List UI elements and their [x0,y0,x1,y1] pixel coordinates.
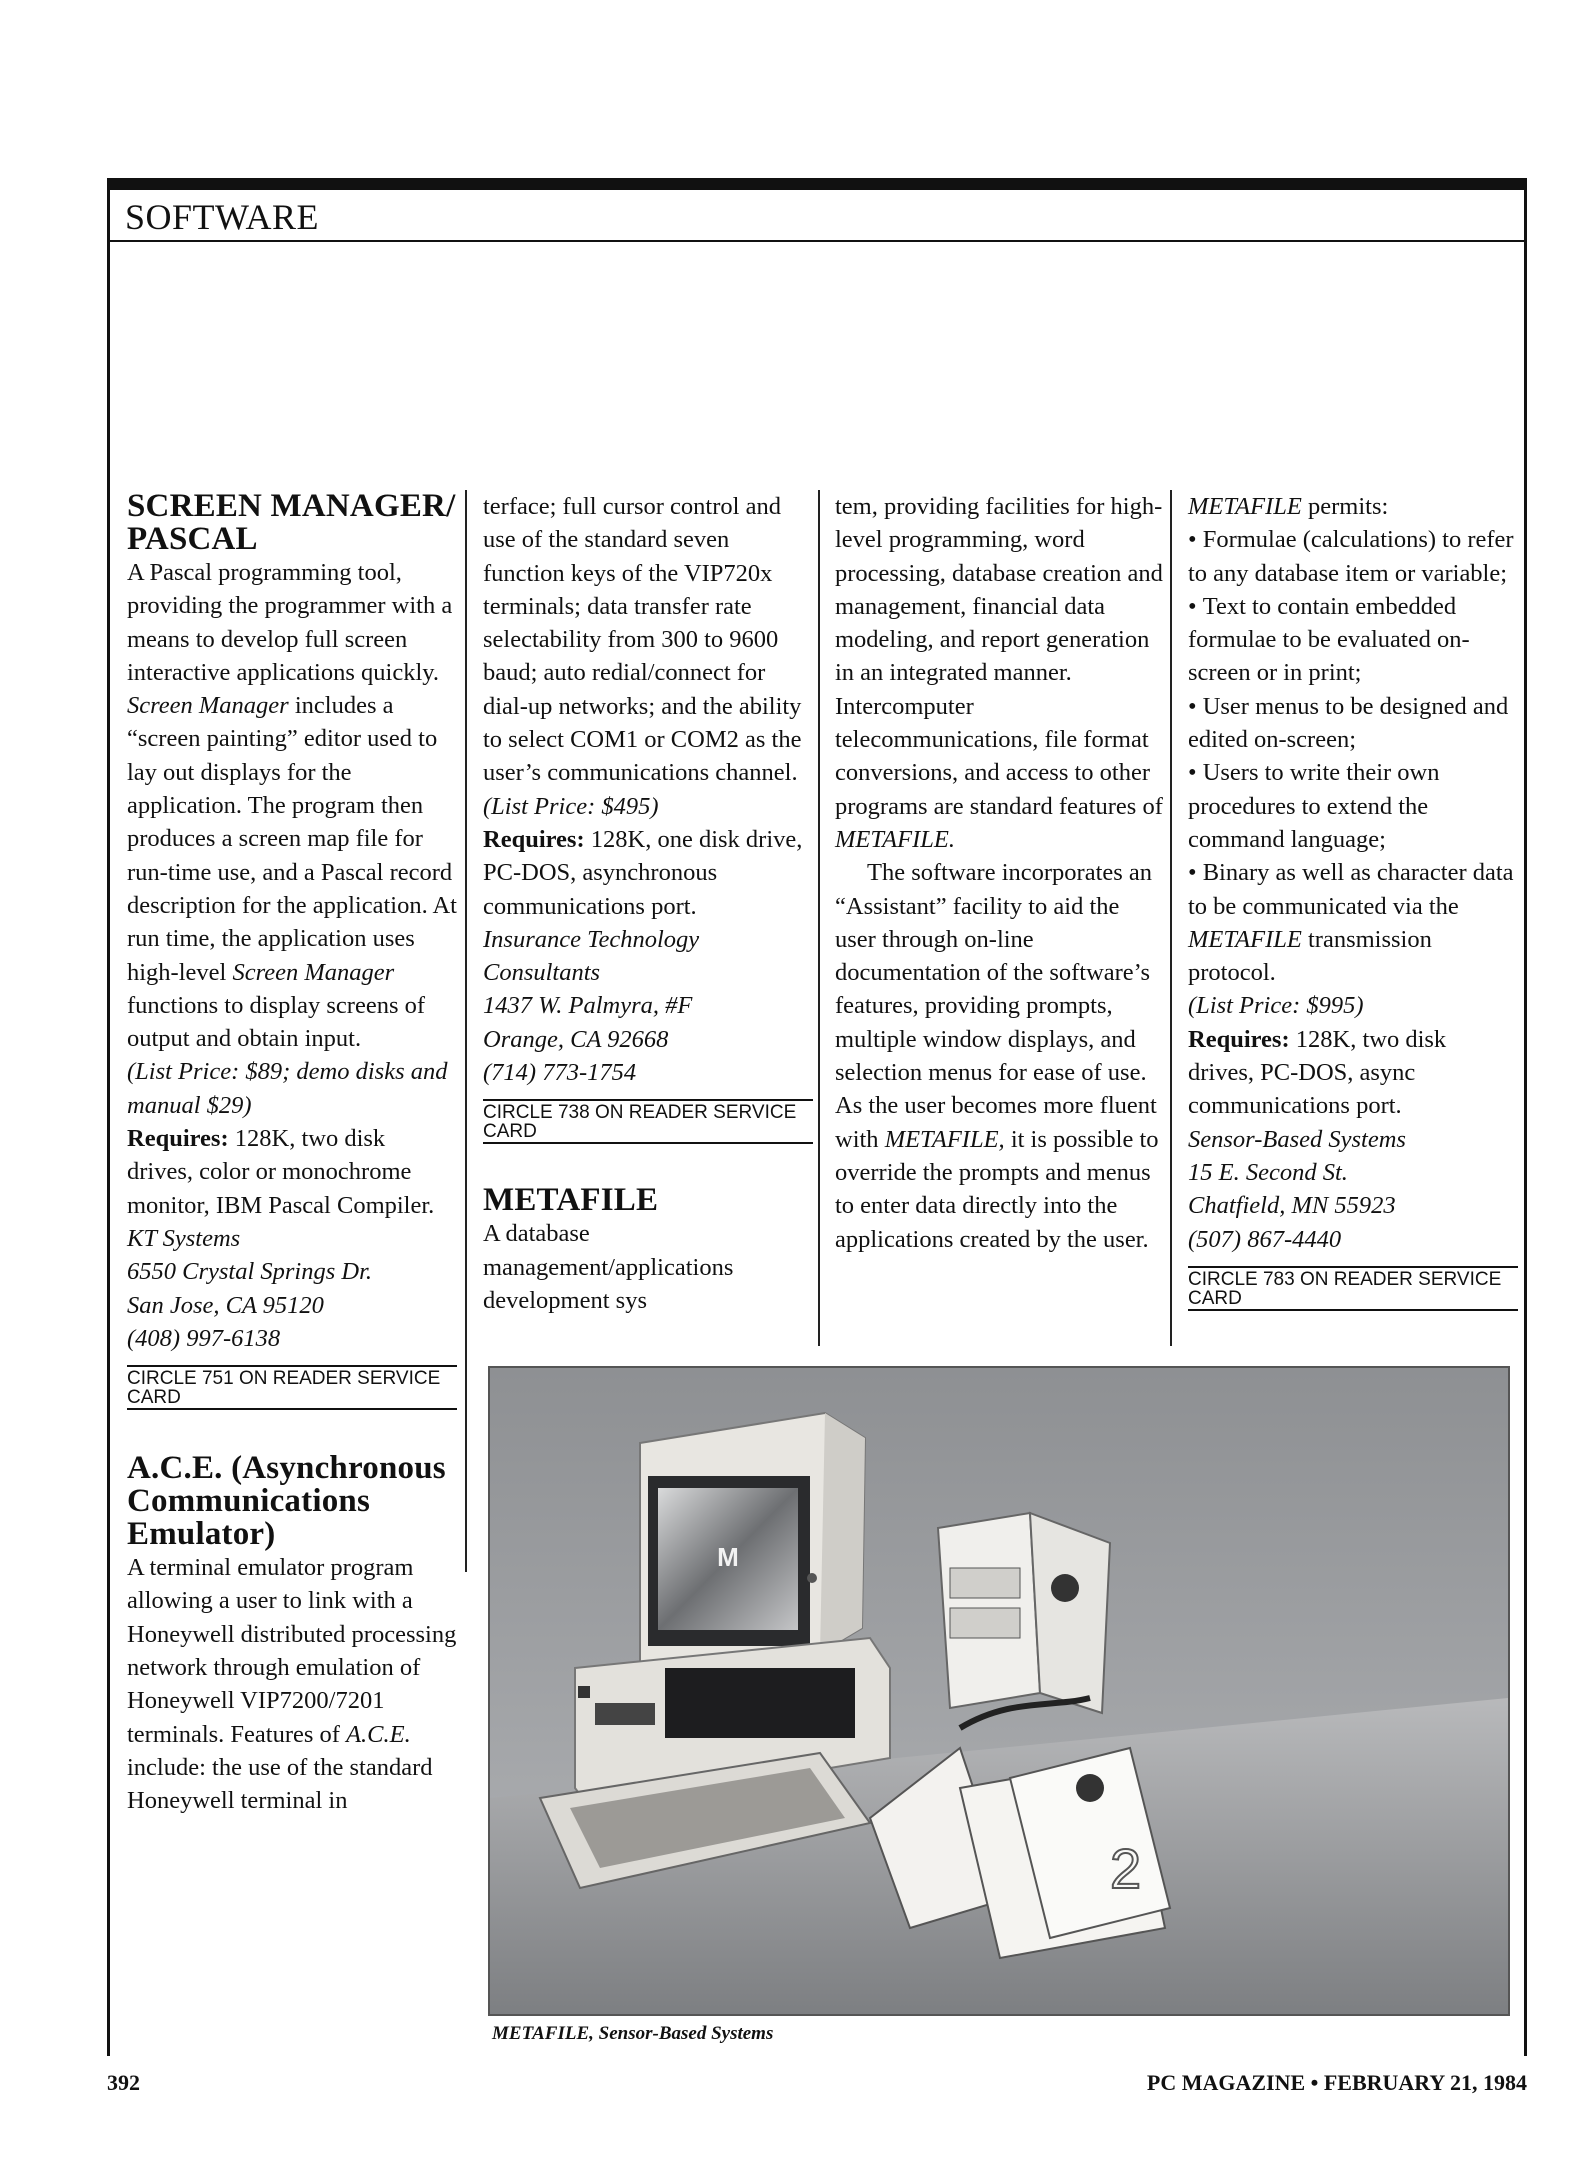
svg-text:M: M [717,1542,739,1572]
article-body: A database management/applications development sys [483,1220,734,1314]
requirements: Requires: 128K, two disk drives, PC-DOS, async communications port. [1188,1025,1447,1120]
feature-bullet: • Formulae (calculations) to refer to any database item or variable; [1188,526,1514,587]
feature-bullet: • Binary as well as character data to be communicated via the METAFILE transmission protocol. [1188,859,1514,987]
price: (List Price: $89; demo disks and manual $29) [127,1058,448,1119]
manual-number: 2 [1110,1837,1142,1900]
section-label: SOFTWARE [125,197,320,237]
vendor-name: KT Systems [127,1224,241,1252]
feature-bullet: • Text to contain embedded formulae to be evaluated on-screen or in print; [1188,592,1470,687]
article-body: A Pascal programming tool, providing the programmer with a means to develop full screen interactive applications quickly. Screen Manager includes a “screen painting” editor used to lay out displays for the application. The program then produces a screen map file for run-time use, and a Pascal record description for the application. At run time, the application uses high-level Screen Manager functions to display screens of output and obtain input. [127,559,457,1053]
article-heading: A.C.E. (Asynchronous Communications Emulator) [127,1450,446,1553]
requirements: Requires: 128K, one disk drive, PC-DOS, asynchronous communications port. [483,825,803,920]
price: (List Price: $995) [1188,992,1364,1020]
vendor-name: Insurance Technology Consultants [483,925,700,987]
vendor-city: Chatfield, MN 55923 [1188,1192,1396,1220]
article-body-continued: terface; full cursor control and use of the standard seven function keys of the VIP720x terminals; data transfer rate selectability from 300 to 9600 baud; auto redial/connect for dial-up networks; and the ability to select COM1 or COM2 as the user’s communications channel. [483,493,802,787]
vendor-name: Sensor-Based Systems [1188,1125,1406,1153]
feature-bullet: • Users to write their own procedures to extend the command language; [1188,759,1440,853]
magazine-footer: PC MAGAZINE • FEBRUARY 21, 1984 [1146,2070,1527,2095]
diskette-folder [938,1513,1110,1713]
article-heading: METAFILE [483,1182,659,1219]
computer-setup-illustration [490,1368,1508,2014]
reader-service-box: CIRCLE 738 ON READER SERVICE CARD [483,1099,813,1144]
vendor-phone: (408) 997-6138 [127,1324,281,1352]
column-3 [835,490,1165,1256]
column-rule [818,490,820,1346]
column-1 [127,490,457,1818]
page-number: 392 [107,2070,140,2095]
vendor-phone: (507) 867-4440 [1188,1225,1342,1253]
product-photo [488,1366,1510,2016]
vendor-street: 15 E. Second St. [1188,1158,1348,1186]
feature-bullet: • User menus to be designed and edited on-screen; [1188,692,1509,754]
article-heading: SCREEN MANAGER/ PASCAL [127,488,456,557]
monitor [640,1413,865,1668]
column-2 [483,490,813,1317]
vendor-phone: (714) 773-1754 [483,1059,637,1087]
vendor-street: 6550 Crystal Springs Dr. [127,1258,373,1286]
reader-service-box: CIRCLE 783 ON READER SERVICE CARD [1188,1266,1518,1311]
photo-caption: METAFILE, Sensor-Based Systems [492,2023,774,2044]
vendor-city: Orange, CA 92668 [483,1025,669,1053]
price: (List Price: $495) [483,792,659,820]
vendor-street: 1437 W. Palmyra, #F [483,992,693,1020]
article-paragraph: The software incorporates an “Assistant” facility to aid the user through on-line documentation of the software’s features, providing prompts, multiple window displays, and selection menus for ease of use. As the user becomes more fluent with METAFILE, it is possible to override the prompts and menus to enter data directly into the applications created by the user. [835,859,1159,1253]
article-body: A terminal emulator program allowing a user to link with a Honeywell distributed processing network through emulation of Honeywell VIP7200/7201 terminals. Features of A.C.E. include: the use of the standard Honeywell terminal in [127,1554,457,1815]
requirements: Requires: 128K, two disk drives, color or monochrome monitor, IBM Pascal Compiler. [127,1125,435,1219]
column-rule [1170,490,1172,1346]
section-divider [107,240,1527,242]
column-rule [465,490,467,1572]
column-4 [1188,490,1518,1311]
reader-service-box: CIRCLE 751 ON READER SERVICE CARD [127,1365,457,1410]
article-body-continued: tem, providing facilities for high-level programming, word processing, database creation and management, financial data modeling, and report generation in an integrated manner. Intercomputer telecommunications, file format conversions, and access to other programs are standard features of METAFILE. [835,493,1163,853]
permits-intro: METAFILE permits: [1188,493,1389,520]
vendor-city: San Jose, CA 95120 [127,1291,324,1319]
